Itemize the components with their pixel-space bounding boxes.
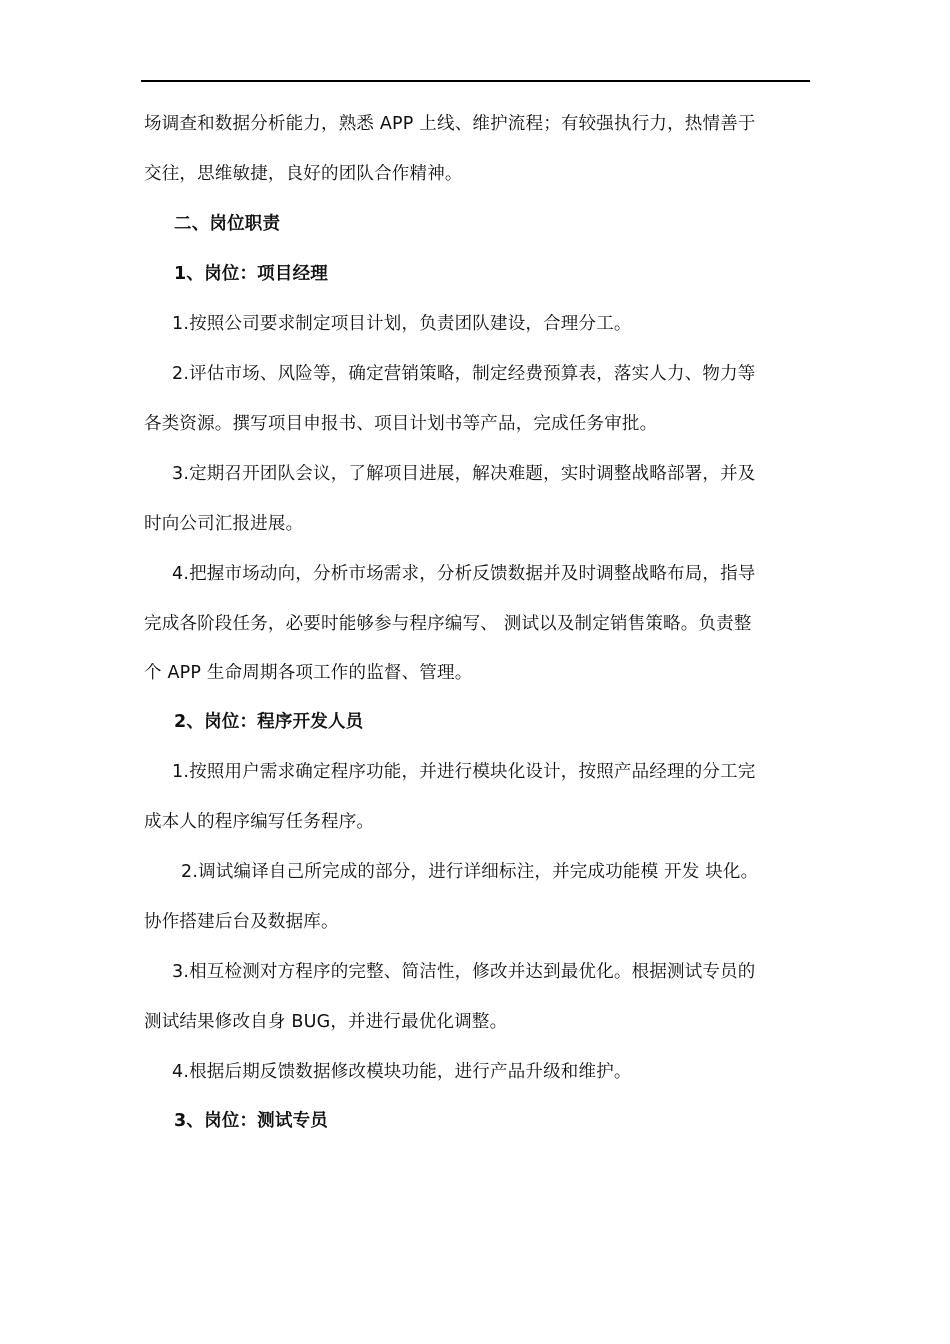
paragraph-line: 4.根据后期反馈数据修改模块功能，进行产品升级和维护。 (172, 1062, 632, 1082)
paragraph-line: 各类资源。撰写项目申报书、项目计划书等产品，完成任务审批。 (144, 414, 658, 434)
paragraph-line: 1.按照用户需求确定程序功能，并进行模块化设计，按照产品经理的分工完 (172, 762, 756, 782)
paragraph-line: 个 APP 生命周期各项工作的监督、管理。 (144, 663, 473, 683)
paragraph-line: 场调查和数据分析能力，熟悉 APP 上线、维护流程；有较强执行力，热情善于 (144, 114, 756, 134)
section-heading: 二、岗位职责 (174, 214, 281, 234)
paragraph-line: 交往，思维敏捷，良好的团队合作精神。 (144, 164, 463, 184)
header-rule (141, 80, 810, 82)
paragraph-line: 协作搭建后台及数据库。 (144, 912, 339, 932)
subsection-heading: 1、岗位：项目经理 (174, 264, 328, 284)
paragraph-line: 测试结果修改自身 BUG，并进行最优化调整。 (144, 1012, 508, 1032)
paragraph-line: 完成各阶段任务，必要时能够参与程序编写、 测试以及制定销售策略。负责整 (144, 614, 752, 634)
paragraph-line: 3.定期召开团队会议，了解项目进展，解决难题，实时调整战略部署，并及 (172, 464, 756, 484)
subsection-heading: 3、岗位：测试专员 (174, 1111, 328, 1131)
paragraph-line: 时向公司汇报进展。 (144, 514, 304, 534)
paragraph-line: 2.评估市场、风险等，确定营销策略，制定经费预算表，落实人力、物力等 (172, 364, 756, 384)
paragraph-line: 1.按照公司要求制定项目计划，负责团队建设，合理分工。 (172, 314, 632, 334)
subsection-heading: 2、岗位：程序开发人员 (174, 712, 364, 732)
paragraph-line: 2.调试编译自己所完成的部分，进行详细标注，并完成功能模 开发 块化。 (181, 862, 759, 882)
paragraph-line: 3.相互检测对方程序的完整、简洁性，修改并达到最优化。根据测试专员的 (172, 962, 756, 982)
paragraph-line: 成本人的程序编写任务程序。 (144, 812, 375, 832)
paragraph-line: 4.把握市场动向，分析市场需求，分析反馈数据并及时调整战略布局，指导 (172, 564, 756, 584)
